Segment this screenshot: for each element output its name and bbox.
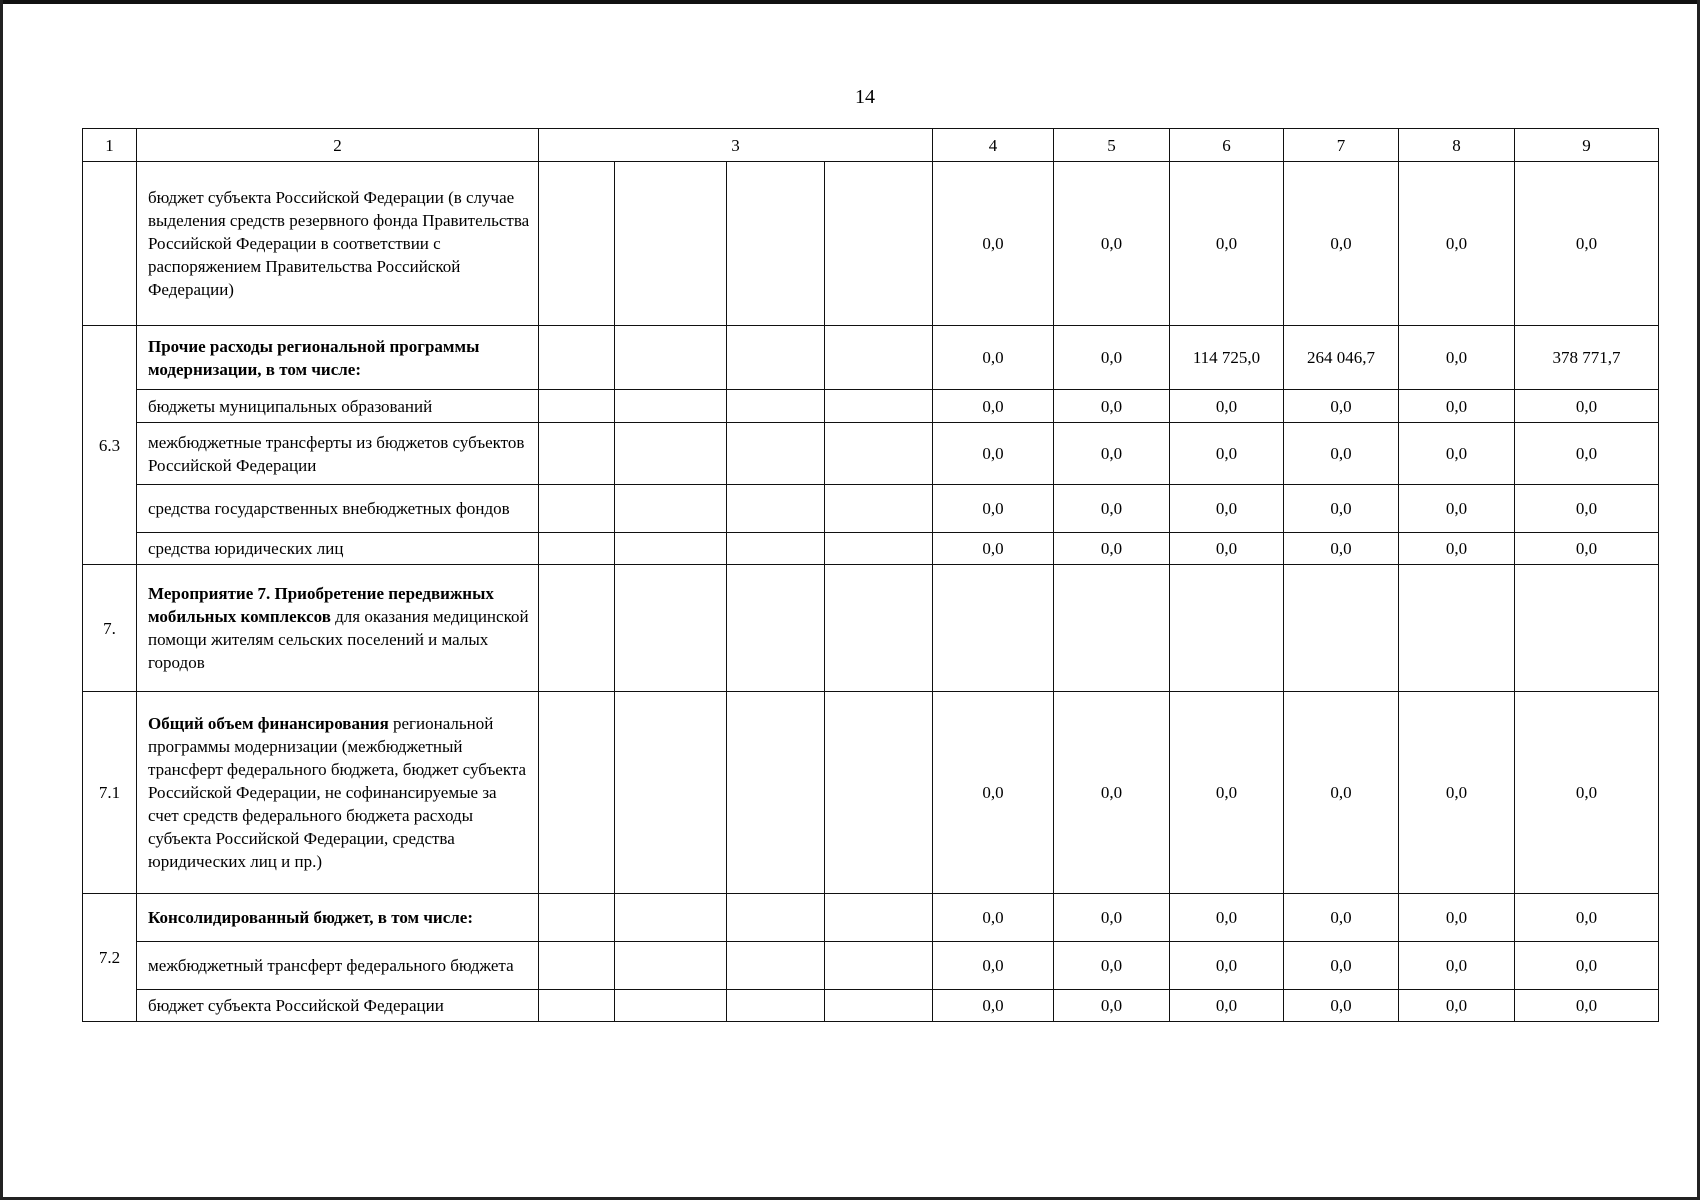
row-label: Прочие расходы региональной программы модернизации, в том числе: — [137, 326, 539, 390]
value-cell: 0,0 — [933, 990, 1054, 1022]
table-row — [83, 565, 1659, 692]
table-row — [83, 423, 1659, 485]
row-label: Консолидированный бюджет, в том числе: — [137, 894, 539, 942]
header-col-9: 9 — [1515, 129, 1659, 162]
table-row — [83, 942, 1659, 990]
value-cell: 0,0 — [1054, 533, 1170, 565]
value-cell: 0,0 — [1515, 692, 1659, 894]
table-row — [83, 326, 1659, 390]
value-cell: 0,0 — [1515, 894, 1659, 942]
value-cell: 0,0 — [933, 894, 1054, 942]
header-col-7: 7 — [1284, 129, 1399, 162]
value-cell: 0,0 — [1399, 423, 1515, 485]
row-label: Мероприятие 7. Приобретение передвижных мобильных комплексов для оказания медицинской помощи жителям сельских поселений и малых городов — [137, 565, 539, 692]
value-cell: 0,0 — [1284, 942, 1399, 990]
scan-border-top — [0, 0, 1700, 4]
value-cell: 264 046,7 — [1284, 326, 1399, 390]
value-cell: 0,0 — [1515, 942, 1659, 990]
value-cell: 0,0 — [1399, 326, 1515, 390]
value-cell: 0,0 — [1515, 390, 1659, 423]
value-cell: 0,0 — [1170, 894, 1284, 942]
table-row — [83, 162, 1659, 326]
value-cell: 0,0 — [933, 390, 1054, 423]
value-cell: 0,0 — [1515, 533, 1659, 565]
budget-table — [82, 128, 1659, 1022]
value-cell: 0,0 — [1284, 485, 1399, 533]
page-number: 14 — [855, 86, 875, 108]
value-cell: 0,0 — [1170, 162, 1284, 326]
row-number: 7. — [83, 565, 137, 692]
value-cell: 0,0 — [1054, 990, 1170, 1022]
value-cell: 0,0 — [1399, 533, 1515, 565]
table-row — [83, 990, 1659, 1022]
value-cell: 0,0 — [1284, 533, 1399, 565]
row-label: бюджет субъекта Российской Федерации — [137, 990, 539, 1022]
value-cell: 0,0 — [1284, 990, 1399, 1022]
value-cell: 0,0 — [933, 692, 1054, 894]
value-cell: 0,0 — [1399, 162, 1515, 326]
value-cell: 0,0 — [1284, 423, 1399, 485]
table-row — [83, 533, 1659, 565]
value-cell: 0,0 — [1054, 894, 1170, 942]
value-cell: 0,0 — [1170, 990, 1284, 1022]
header-col-2: 2 — [137, 129, 539, 162]
value-cell: 0,0 — [1170, 423, 1284, 485]
value-cell: 0,0 — [1399, 485, 1515, 533]
value-cell: 0,0 — [1399, 990, 1515, 1022]
header-col-1: 1 — [83, 129, 137, 162]
header-row — [83, 129, 1659, 162]
header-col-5: 5 — [1054, 129, 1170, 162]
value-cell: 0,0 — [1054, 423, 1170, 485]
header-col-3: 3 — [539, 129, 933, 162]
value-cell: 0,0 — [1515, 485, 1659, 533]
value-cell: 0,0 — [1515, 162, 1659, 326]
row-label: бюджеты муниципальных образований — [137, 390, 539, 423]
row-label: бюджет субъекта Российской Федерации (в случае выделения средств резервного фонда Правительства Российской Федерации в соответствии с распоряжением Правительства Российской Федерации) — [137, 162, 539, 326]
row-label: Общий объем финансирования региональной программы модернизации (межбюджетный трансферт федерального бюджета, бюджет субъекта Российской Федерации, не софинансируемые за счет средств федерального бюджета расходы субъекта Российской Федерации, средства юридических лиц и пр.) — [137, 692, 539, 894]
value-cell: 378 771,7 — [1515, 326, 1659, 390]
row-number: 6.3 — [83, 326, 137, 565]
value-cell: 0,0 — [1170, 533, 1284, 565]
value-cell: 0,0 — [1170, 692, 1284, 894]
value-cell: 0,0 — [1054, 485, 1170, 533]
value-cell: 0,0 — [1399, 942, 1515, 990]
header-col-8: 8 — [1399, 129, 1515, 162]
header-col-6: 6 — [1170, 129, 1284, 162]
row-label: межбюджетный трансферт федерального бюджета — [137, 942, 539, 990]
value-cell: 0,0 — [1054, 390, 1170, 423]
table-row — [83, 485, 1659, 533]
value-cell: 0,0 — [1284, 390, 1399, 423]
row-label: средства государственных внебюджетных фондов — [137, 485, 539, 533]
scan-border-left — [0, 0, 3, 1200]
row-number: 7.2 — [83, 894, 137, 1022]
value-cell: 0,0 — [1170, 390, 1284, 423]
value-cell: 0,0 — [1399, 894, 1515, 942]
value-cell: 0,0 — [933, 162, 1054, 326]
value-cell: 0,0 — [1054, 692, 1170, 894]
value-cell: 0,0 — [1170, 485, 1284, 533]
value-cell: 0,0 — [933, 423, 1054, 485]
value-cell: 0,0 — [1054, 162, 1170, 326]
row-label: межбюджетные трансферты из бюджетов субъектов Российской Федерации — [137, 423, 539, 485]
value-cell: 0,0 — [1399, 692, 1515, 894]
value-cell: 0,0 — [1515, 990, 1659, 1022]
row-number: 7.1 — [83, 692, 137, 894]
value-cell: 0,0 — [933, 942, 1054, 990]
value-cell: 0,0 — [933, 485, 1054, 533]
value-cell: 0,0 — [1284, 692, 1399, 894]
value-cell: 0,0 — [1170, 942, 1284, 990]
value-cell: 0,0 — [1054, 942, 1170, 990]
value-cell: 114 725,0 — [1170, 326, 1284, 390]
value-cell: 0,0 — [933, 326, 1054, 390]
row-label: средства юридических лиц — [137, 533, 539, 565]
value-cell: 0,0 — [1399, 390, 1515, 423]
table-row — [83, 692, 1659, 894]
table-row — [83, 390, 1659, 423]
value-cell: 0,0 — [1515, 423, 1659, 485]
value-cell: 0,0 — [933, 533, 1054, 565]
value-cell: 0,0 — [1284, 162, 1399, 326]
header-col-4: 4 — [933, 129, 1054, 162]
value-cell: 0,0 — [1284, 894, 1399, 942]
value-cell: 0,0 — [1054, 326, 1170, 390]
table-row — [83, 894, 1659, 942]
